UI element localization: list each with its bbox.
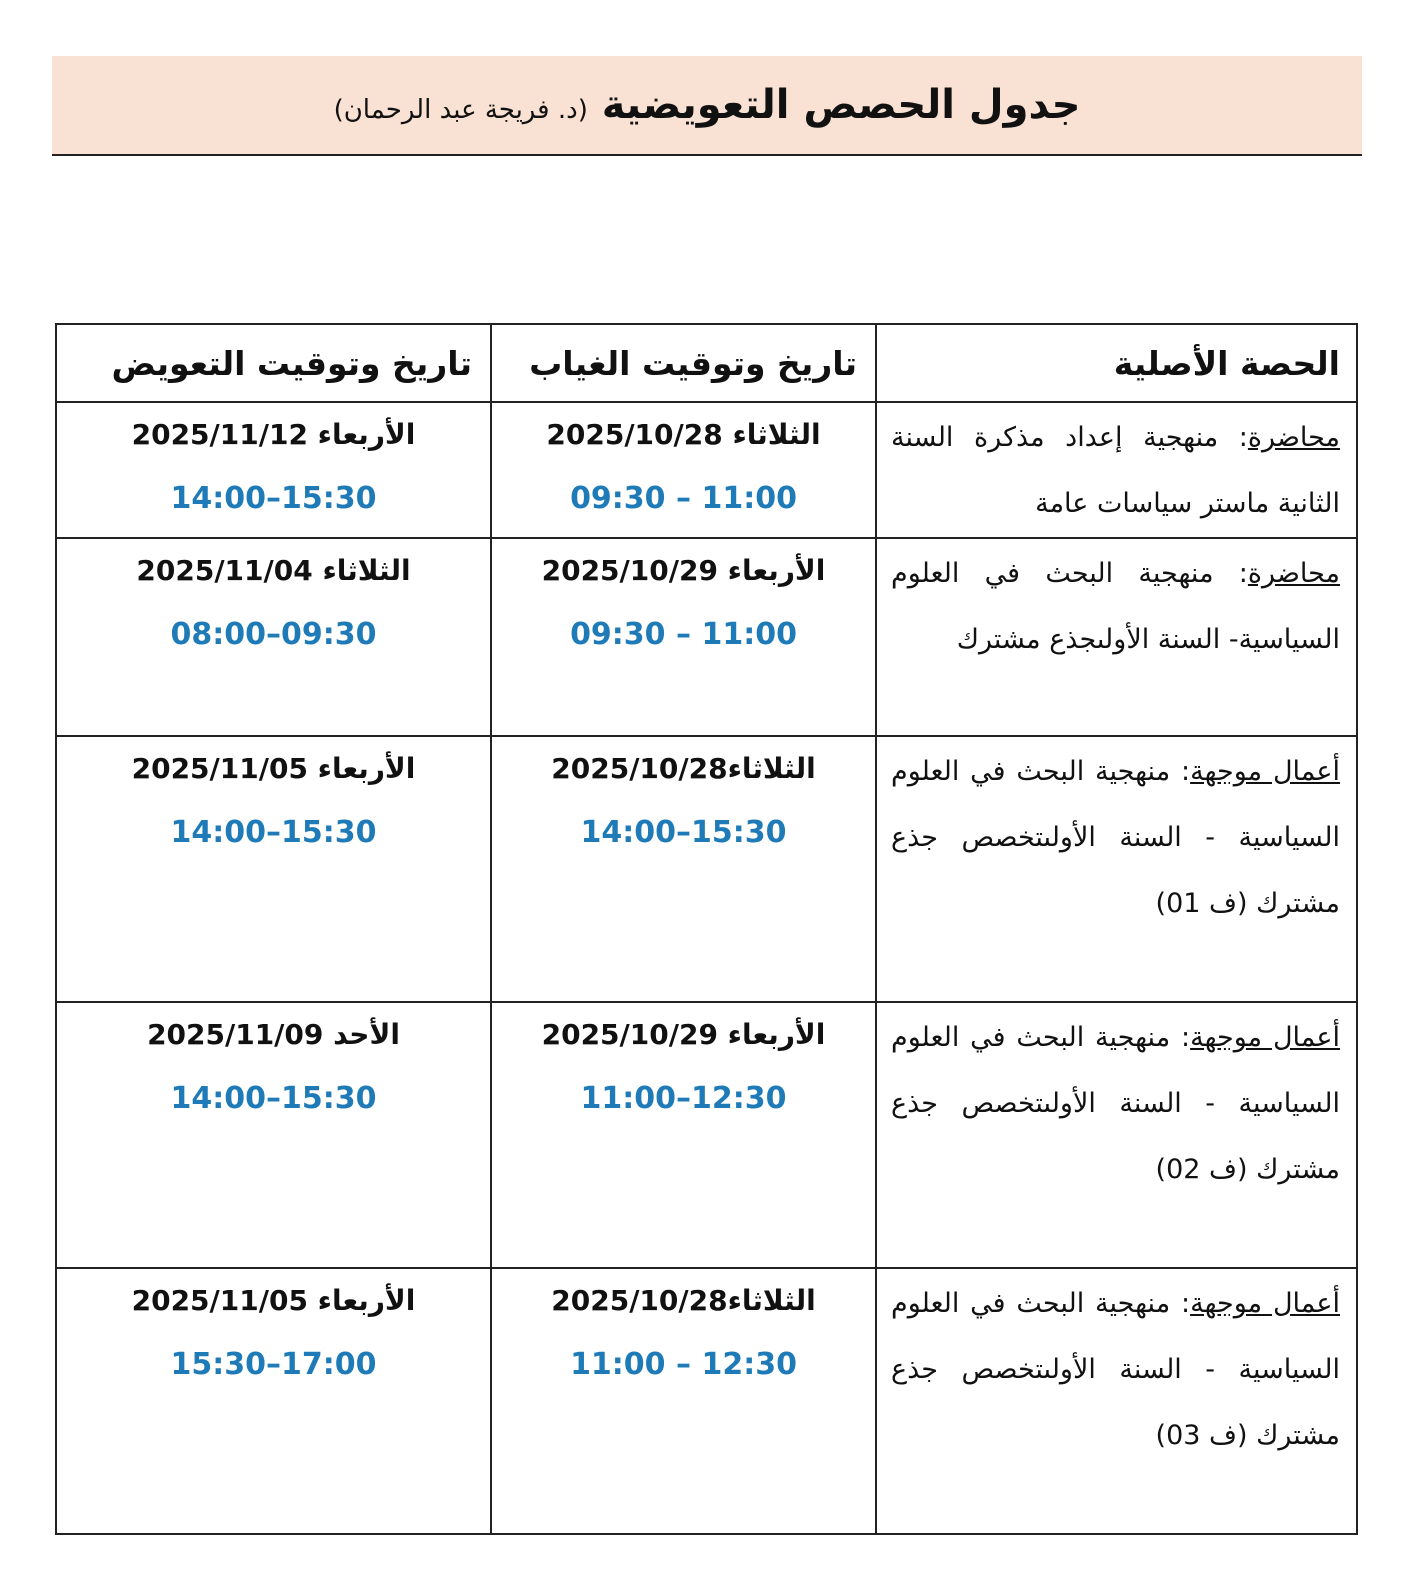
session-kind: أعمال موجهة [1190,1022,1341,1053]
absence-time: 09:30 – 11:00 [570,617,797,652]
absence-time: 09:30 – 11:00 [570,481,797,516]
table-row [56,538,1357,736]
session-kind: محاضرة [1247,422,1340,453]
makeup-date: الأحد 2025/11/09 [147,1018,400,1051]
session-detail: : منهجية البحث في العلوم السياسية - السنة الأولىتخصص جذع مشترك (ف 02) [891,1022,1340,1185]
table-row [56,736,1357,1002]
session-kind: محاضرة [1247,558,1340,589]
table-row [56,402,1357,538]
makeup-cell [56,736,491,1002]
original-session-cell [876,736,1357,1002]
absence-cell [491,1268,876,1534]
page-title [333,82,1081,128]
title-band [52,56,1362,156]
absence-cell [491,538,876,736]
absence-time: 11:00–12:30 [580,1081,787,1116]
title-instructor: (د. فريجة عبد الرحمان) [333,95,588,125]
makeup-cell [56,1268,491,1534]
session-detail: : منهجية البحث في العلوم السياسية- السنة الأولىجذع مشترك [891,558,1340,655]
header-absence-datetime: تاريخ وتوقيت الغياب [491,324,876,402]
makeup-time: 08:00–09:30 [170,617,377,652]
makeup-time: 14:00–15:30 [170,481,377,516]
makeup-time: 14:00–15:30 [170,815,377,850]
absence-date: الثلاثاء2025/10/28 [551,752,816,785]
table-header-row [56,324,1357,402]
makeup-cell [56,402,491,538]
table-row [56,1268,1357,1534]
absence-cell [491,736,876,1002]
absence-date: الأربعاء 2025/10/29 [541,1018,826,1051]
makeup-date: الأربعاء 2025/11/05 [131,752,416,785]
absence-cell [491,402,876,538]
absence-date: الثلاثاء2025/10/28 [551,1284,816,1317]
makeup-cell [56,1002,491,1268]
table-row [56,1002,1357,1268]
session-kind: أعمال موجهة [1190,756,1341,787]
original-session-cell [876,1002,1357,1268]
makeup-time: 15:30–17:00 [170,1347,377,1382]
absence-cell [491,1002,876,1268]
original-session-cell [876,1268,1357,1534]
absence-time: 11:00 – 12:30 [570,1347,797,1382]
title-main: جدول الحصص التعويضية [601,82,1081,128]
makeup-schedule-table [55,323,1358,1535]
makeup-date: الأربعاء 2025/11/12 [131,418,416,451]
original-session-cell [876,538,1357,736]
header-makeup-datetime: تاريخ وتوقيت التعويض [56,324,491,402]
makeup-date: الثلاثاء 2025/11/04 [136,554,411,587]
absence-date: الأربعاء 2025/10/29 [541,554,826,587]
makeup-time: 14:00–15:30 [170,1081,377,1116]
session-detail: : منهجية إعداد مذكرة السنة الثانية ماستر سياسات عامة [891,422,1340,519]
makeup-cell [56,538,491,736]
makeup-date: الأربعاء 2025/11/05 [131,1284,416,1317]
original-session-cell [876,402,1357,538]
absence-date: الثلاثاء 2025/10/28 [546,418,821,451]
session-detail: : منهجية البحث في العلوم السياسية - السنة الأولىتخصص جذع مشترك (ف 03) [891,1288,1340,1451]
header-original-session: الحصة الأصلية [876,324,1357,402]
session-detail: : منهجية البحث في العلوم السياسية - السنة الأولىتخصص جذع مشترك (ف 01) [891,756,1340,919]
absence-time: 14:00–15:30 [580,815,787,850]
session-kind: أعمال موجهة [1190,1288,1341,1319]
